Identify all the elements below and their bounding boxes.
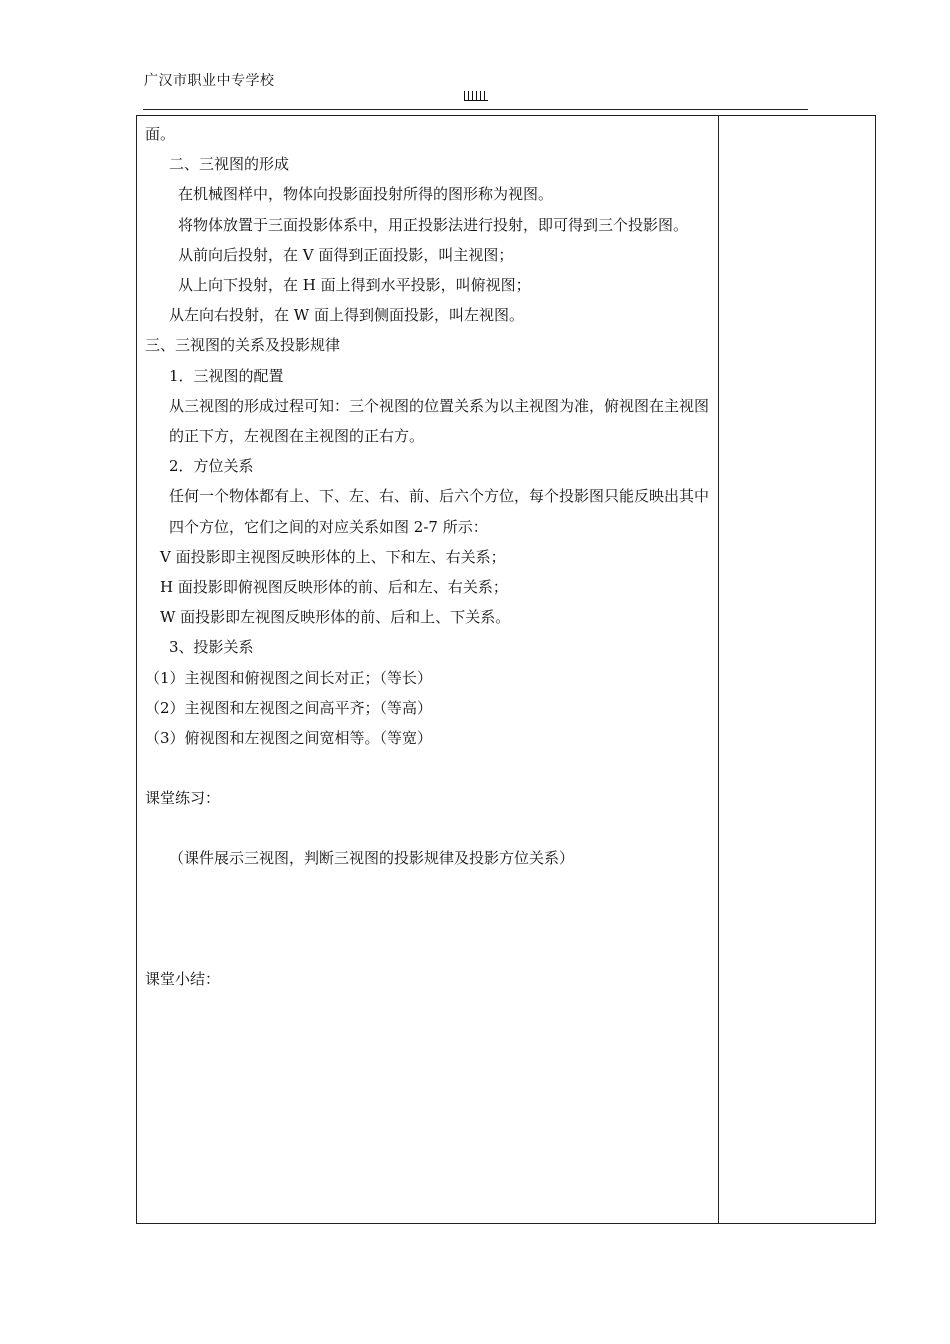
subsection-heading: 2．方位关系: [169, 457, 254, 476]
paragraph: 将物体放置于三面投影体系中，用正投影法进行投射，即可得到三个投影图。: [178, 215, 689, 234]
list-item: （2）主视图和左视图之间高平齐；（等高）: [145, 698, 433, 717]
text-line: V 面投影即主视图反映形体的上、下和左、右关系；: [160, 547, 506, 566]
lesson-content: [145, 119, 713, 994]
section-heading: 课堂练习：: [145, 789, 221, 808]
text-line: H 面投影即俯视图反映形体的前、后和左、右关系；: [160, 578, 508, 597]
header-rule: [143, 109, 808, 110]
subsection-heading: 1．三视图的配置: [169, 366, 284, 385]
paragraph: 从三视图的形成过程可知：三个视图的位置关系为以主视图为准，俯视图在主视图的正下方，左视图在主视图的正右方。: [169, 396, 710, 446]
section-heading: 课堂小结：: [145, 969, 221, 988]
text-line: 面。: [145, 125, 176, 143]
text-line: 在机械图样中，物体向投影面投射所得的图形称为视图。: [178, 185, 554, 204]
text-line: （课件展示三视图，判断三视图的投影规律及投影方位关系）: [169, 849, 575, 868]
list-item: （1）主视图和俯视图之间长对正；（等长）: [145, 668, 433, 687]
section-heading: 二、三视图的形成: [169, 155, 290, 174]
list-item: （3）俯视图和左视图之间宽相等。（等宽）: [145, 729, 433, 748]
text-line: 从左向右投射，在 W 面上得到侧面投影，叫左视图。: [169, 306, 524, 325]
paragraph: 任何一个物体都有上、下、左、右、前、后六个方位，每个投影图只能反映出其中四个方位，它们之间的对应关系如图 2-7 所示：: [169, 487, 710, 536]
school-name: 广汉市职业中专学校: [144, 73, 275, 89]
text-line: W 面投影即左视图反映形体的前、后和上、下关系。: [160, 608, 511, 627]
section-heading: 三、三视图的关系及投影规律: [145, 336, 341, 355]
text-line: 从前向后投射，在 V 面得到正面投影，叫主视图；: [178, 245, 514, 264]
subsection-heading: 3、投影关系: [169, 638, 254, 657]
table-column-divider: [718, 115, 719, 1224]
text-line: 从上向下投射，在 H 面上得到水平投影，叫俯视图；: [178, 276, 531, 295]
header-mark-icon: [464, 91, 488, 101]
